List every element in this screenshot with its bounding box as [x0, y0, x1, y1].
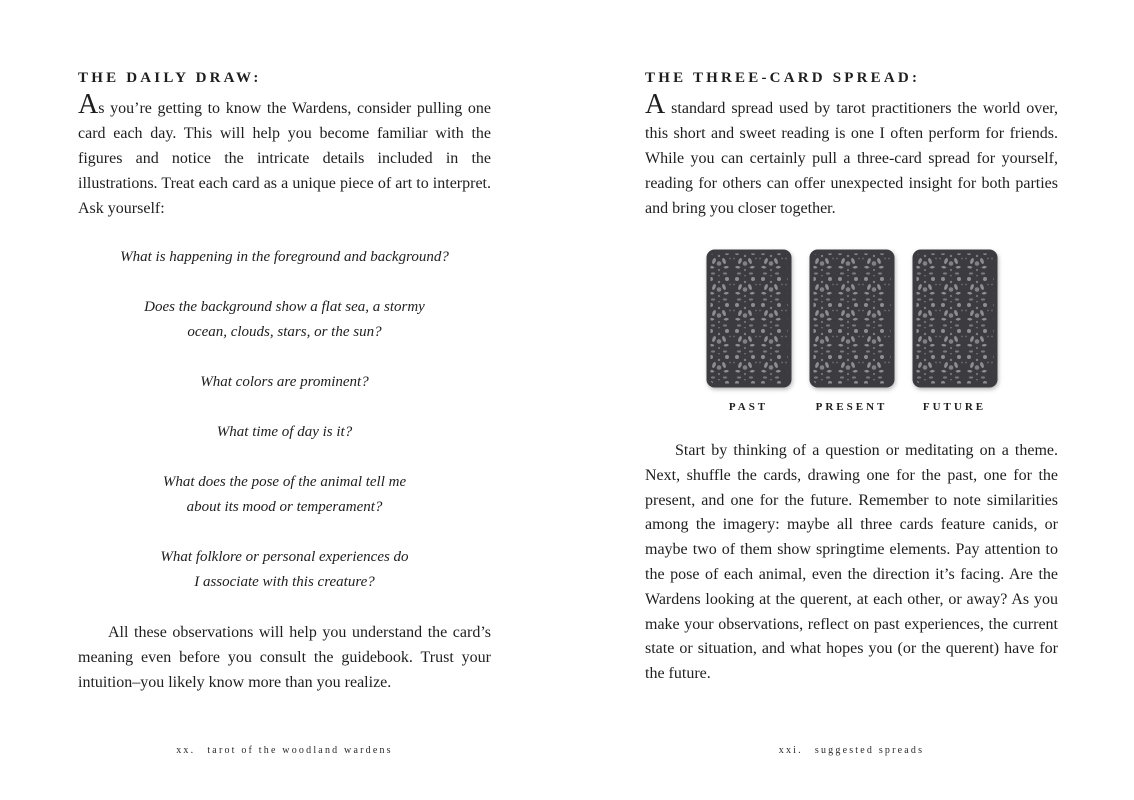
- question-folklore: [78, 545, 491, 595]
- card-label-past: PAST: [728, 401, 769, 413]
- question-colors: [78, 370, 491, 395]
- right-body-paragraph: Start by thinking of a question or meditating on a theme. Next, shuffle the cards, drawing one for the past, one for the present, and one for the future. Remember to note similarities among the imagery: maybe all three cards feature canids, or maybe two of them show springtime elements. Pay attention to the pose of each animal, even the direction it’s facing. Are the Wardens looking at the querent, at each other, or away? As you make your observations, reflect on past experiences, the current state or situation, and what hopes you (or the querent) have for the future.: [645, 442, 1058, 683]
- card-present: [809, 249, 895, 413]
- left-page-heading: THE DAILY DRAW:: [78, 70, 262, 86]
- drop-cap: A: [78, 89, 99, 120]
- right-page-heading: THE THREE-CARD SPREAD:: [645, 70, 921, 86]
- question-line: I associate with this creature?: [194, 574, 375, 590]
- reflection-questions: [78, 245, 491, 595]
- question-line: Does the background show a flat sea, a stormy: [144, 299, 425, 315]
- left-intro-text: s you’re getting to know the Wardens, consider pulling one card each day. This will help you become familiar with the figures and notice the intricate details included in the illustrations. Treat each card as a unique piece of art to interpret. Ask yourself:: [78, 100, 491, 217]
- question-line: What is happening in the foreground and background?: [120, 249, 449, 265]
- left-closing-paragraph: All these observations will help you understand the card’s meaning even before you consult the guidebook. Trust your intuition–you likely know more than you realize.: [78, 624, 491, 691]
- three-card-spread: [645, 249, 1058, 413]
- left-page-footer: [78, 745, 491, 756]
- right-page-footer: [645, 745, 1058, 756]
- question-line: What time of day is it?: [216, 424, 353, 440]
- question-foreground-background: [78, 245, 491, 270]
- question-animal-pose: [78, 470, 491, 520]
- card-back-illustration: [912, 249, 998, 388]
- drop-cap: A: [645, 89, 666, 120]
- right-page-number: xxi.: [778, 745, 803, 756]
- card-back-illustration: [706, 249, 792, 388]
- right-page: [645, 70, 1058, 687]
- left-footer-title: tarot of the woodland wardens: [207, 745, 393, 756]
- question-line: What folklore or personal experiences do: [160, 549, 409, 565]
- question-line: What does the pose of the animal tell me: [162, 474, 407, 490]
- card-back-illustration: [809, 249, 895, 388]
- card-past: [706, 249, 792, 413]
- question-background-scene: [78, 295, 491, 345]
- question-line: ocean, clouds, stars, or the sun?: [187, 324, 382, 340]
- right-footer-title: suggested spreads: [814, 745, 925, 756]
- card-label-present: PRESENT: [815, 401, 888, 413]
- card-label-future: FUTURE: [922, 401, 987, 413]
- question-line: What colors are prominent?: [200, 374, 369, 390]
- right-intro-paragraph: [645, 89, 1058, 221]
- question-time-of-day: [78, 420, 491, 445]
- question-line: about its mood or temperament?: [186, 499, 383, 515]
- left-page-number: xx.: [176, 745, 196, 756]
- left-page: [78, 70, 491, 695]
- card-future: [912, 249, 998, 413]
- left-intro-paragraph: [78, 89, 491, 221]
- right-intro-text: standard spread used by tarot practitioners the world over, this short and sweet reading is one I often perform for friends. While you can certainly pull a three-card spread for yourself, reading for others can offer unexpected insight for both parties and bring you closer together.: [645, 100, 1058, 217]
